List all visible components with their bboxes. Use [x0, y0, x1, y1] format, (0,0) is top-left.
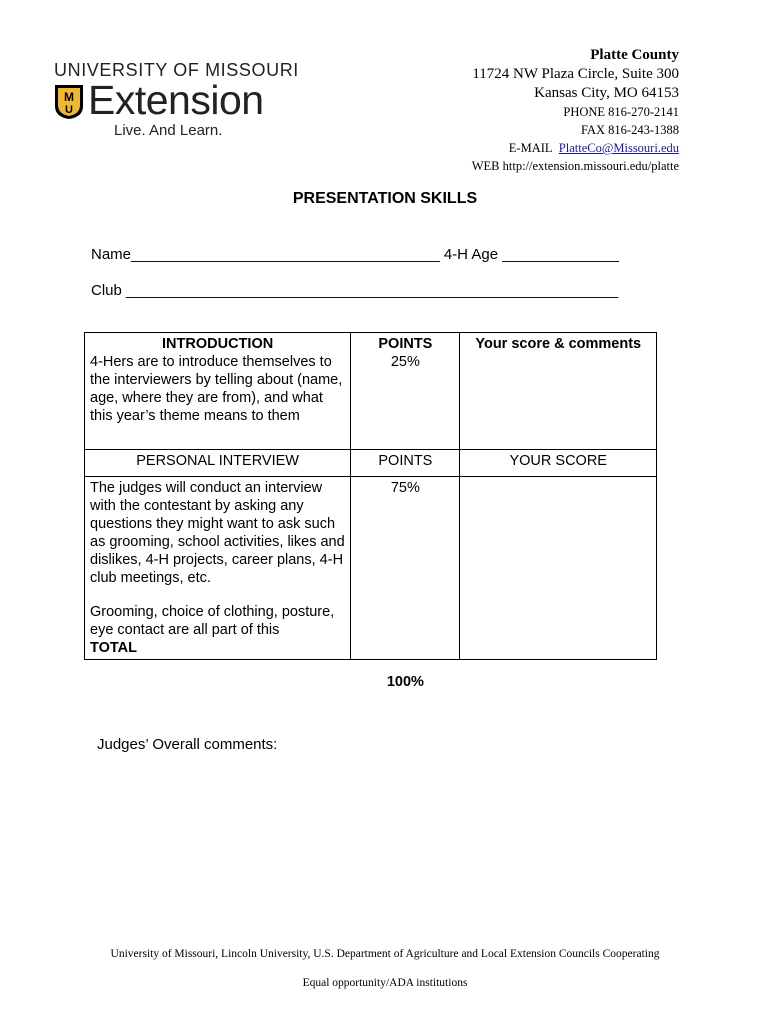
grooming-description: Grooming, choice of clothing, posture, eye contact are all part of this — [90, 604, 335, 638]
footer-equal-opportunity-line: Equal opportunity/ADA institutions — [302, 977, 468, 989]
mu-tiger-shield-icon — [54, 84, 84, 120]
logo-extension-text: Extension — [88, 77, 264, 123]
score-comments-header: Your score & comments — [475, 336, 642, 352]
introduction-score-cell[interactable] — [460, 333, 657, 450]
email-link[interactable]: PlatteCo@Missouri.edu — [558, 141, 679, 155]
introduction-row — [85, 333, 657, 450]
interview-points: 75% — [390, 480, 420, 496]
interview-description: The judges will conduct an interview with the contestant by asking any questions they might want to ask such as grooming, school activities, likes and dislikes, 4-H projects, career plans, 4-H club meetings, etc. — [90, 480, 345, 586]
logo-university-text: UNIVERSITY OF MISSOURI — [54, 60, 299, 80]
interview-cell — [85, 477, 351, 660]
svg-text:M: M — [64, 90, 74, 104]
total-label: TOTAL — [90, 640, 137, 656]
interview-row — [85, 477, 657, 660]
introduction-cell — [85, 333, 351, 450]
web-address: WEB http://extension.missouri.edu/platte — [471, 159, 679, 173]
county-name: Platte County — [590, 47, 679, 63]
interview-points-cell — [351, 477, 460, 690]
introduction-points: 25% — [390, 354, 420, 370]
svg-text:U: U — [65, 104, 73, 116]
mu-extension-logo — [54, 60, 299, 142]
name-age-field-line[interactable]: Name_____________________________________ 4-H Age ______________ — [91, 246, 620, 263]
introduction-description: 4-Hers are to introduce themselves to the interviewers by telling about (name, age, where they are from), and what this year’s theme means to them — [90, 354, 343, 424]
city-state-zip: Kansas City, MO 64153 — [534, 85, 679, 101]
email-row — [472, 139, 679, 157]
personal-interview-header: PERSONAL INTERVIEW — [85, 450, 351, 477]
email-label: E-MAIL — [508, 141, 553, 155]
page-title: PRESENTATION SKILLS — [292, 190, 478, 207]
interview-header-row — [85, 450, 657, 477]
office-address-block — [472, 46, 679, 175]
introduction-header: INTRODUCTION — [162, 336, 274, 352]
points-header: POINTS — [378, 336, 433, 352]
points-header-2: POINTS — [351, 450, 460, 477]
your-score-header: YOUR SCORE — [460, 450, 657, 477]
footer-cooperating-line: University of Missouri, Lincoln University, U.S. Department of Agriculture and Local Extension Councils Cooperating — [110, 948, 660, 960]
introduction-points-cell — [351, 333, 460, 450]
total-points: 100% — [386, 674, 424, 690]
phone-number: PHONE 816-270-2141 — [563, 105, 679, 119]
street-address: 11724 NW Plaza Circle, Suite 300 — [472, 66, 679, 82]
fax-number: FAX 816-243-1388 — [580, 123, 679, 137]
logo-tagline: Live. And Learn. — [114, 122, 223, 139]
scoring-table — [84, 332, 657, 690]
club-field-line[interactable]: Club ___________________________________________________________ — [91, 282, 619, 299]
judges-comments-label: Judges’ Overall comments: — [97, 736, 278, 753]
interview-score-cell[interactable] — [460, 477, 657, 660]
